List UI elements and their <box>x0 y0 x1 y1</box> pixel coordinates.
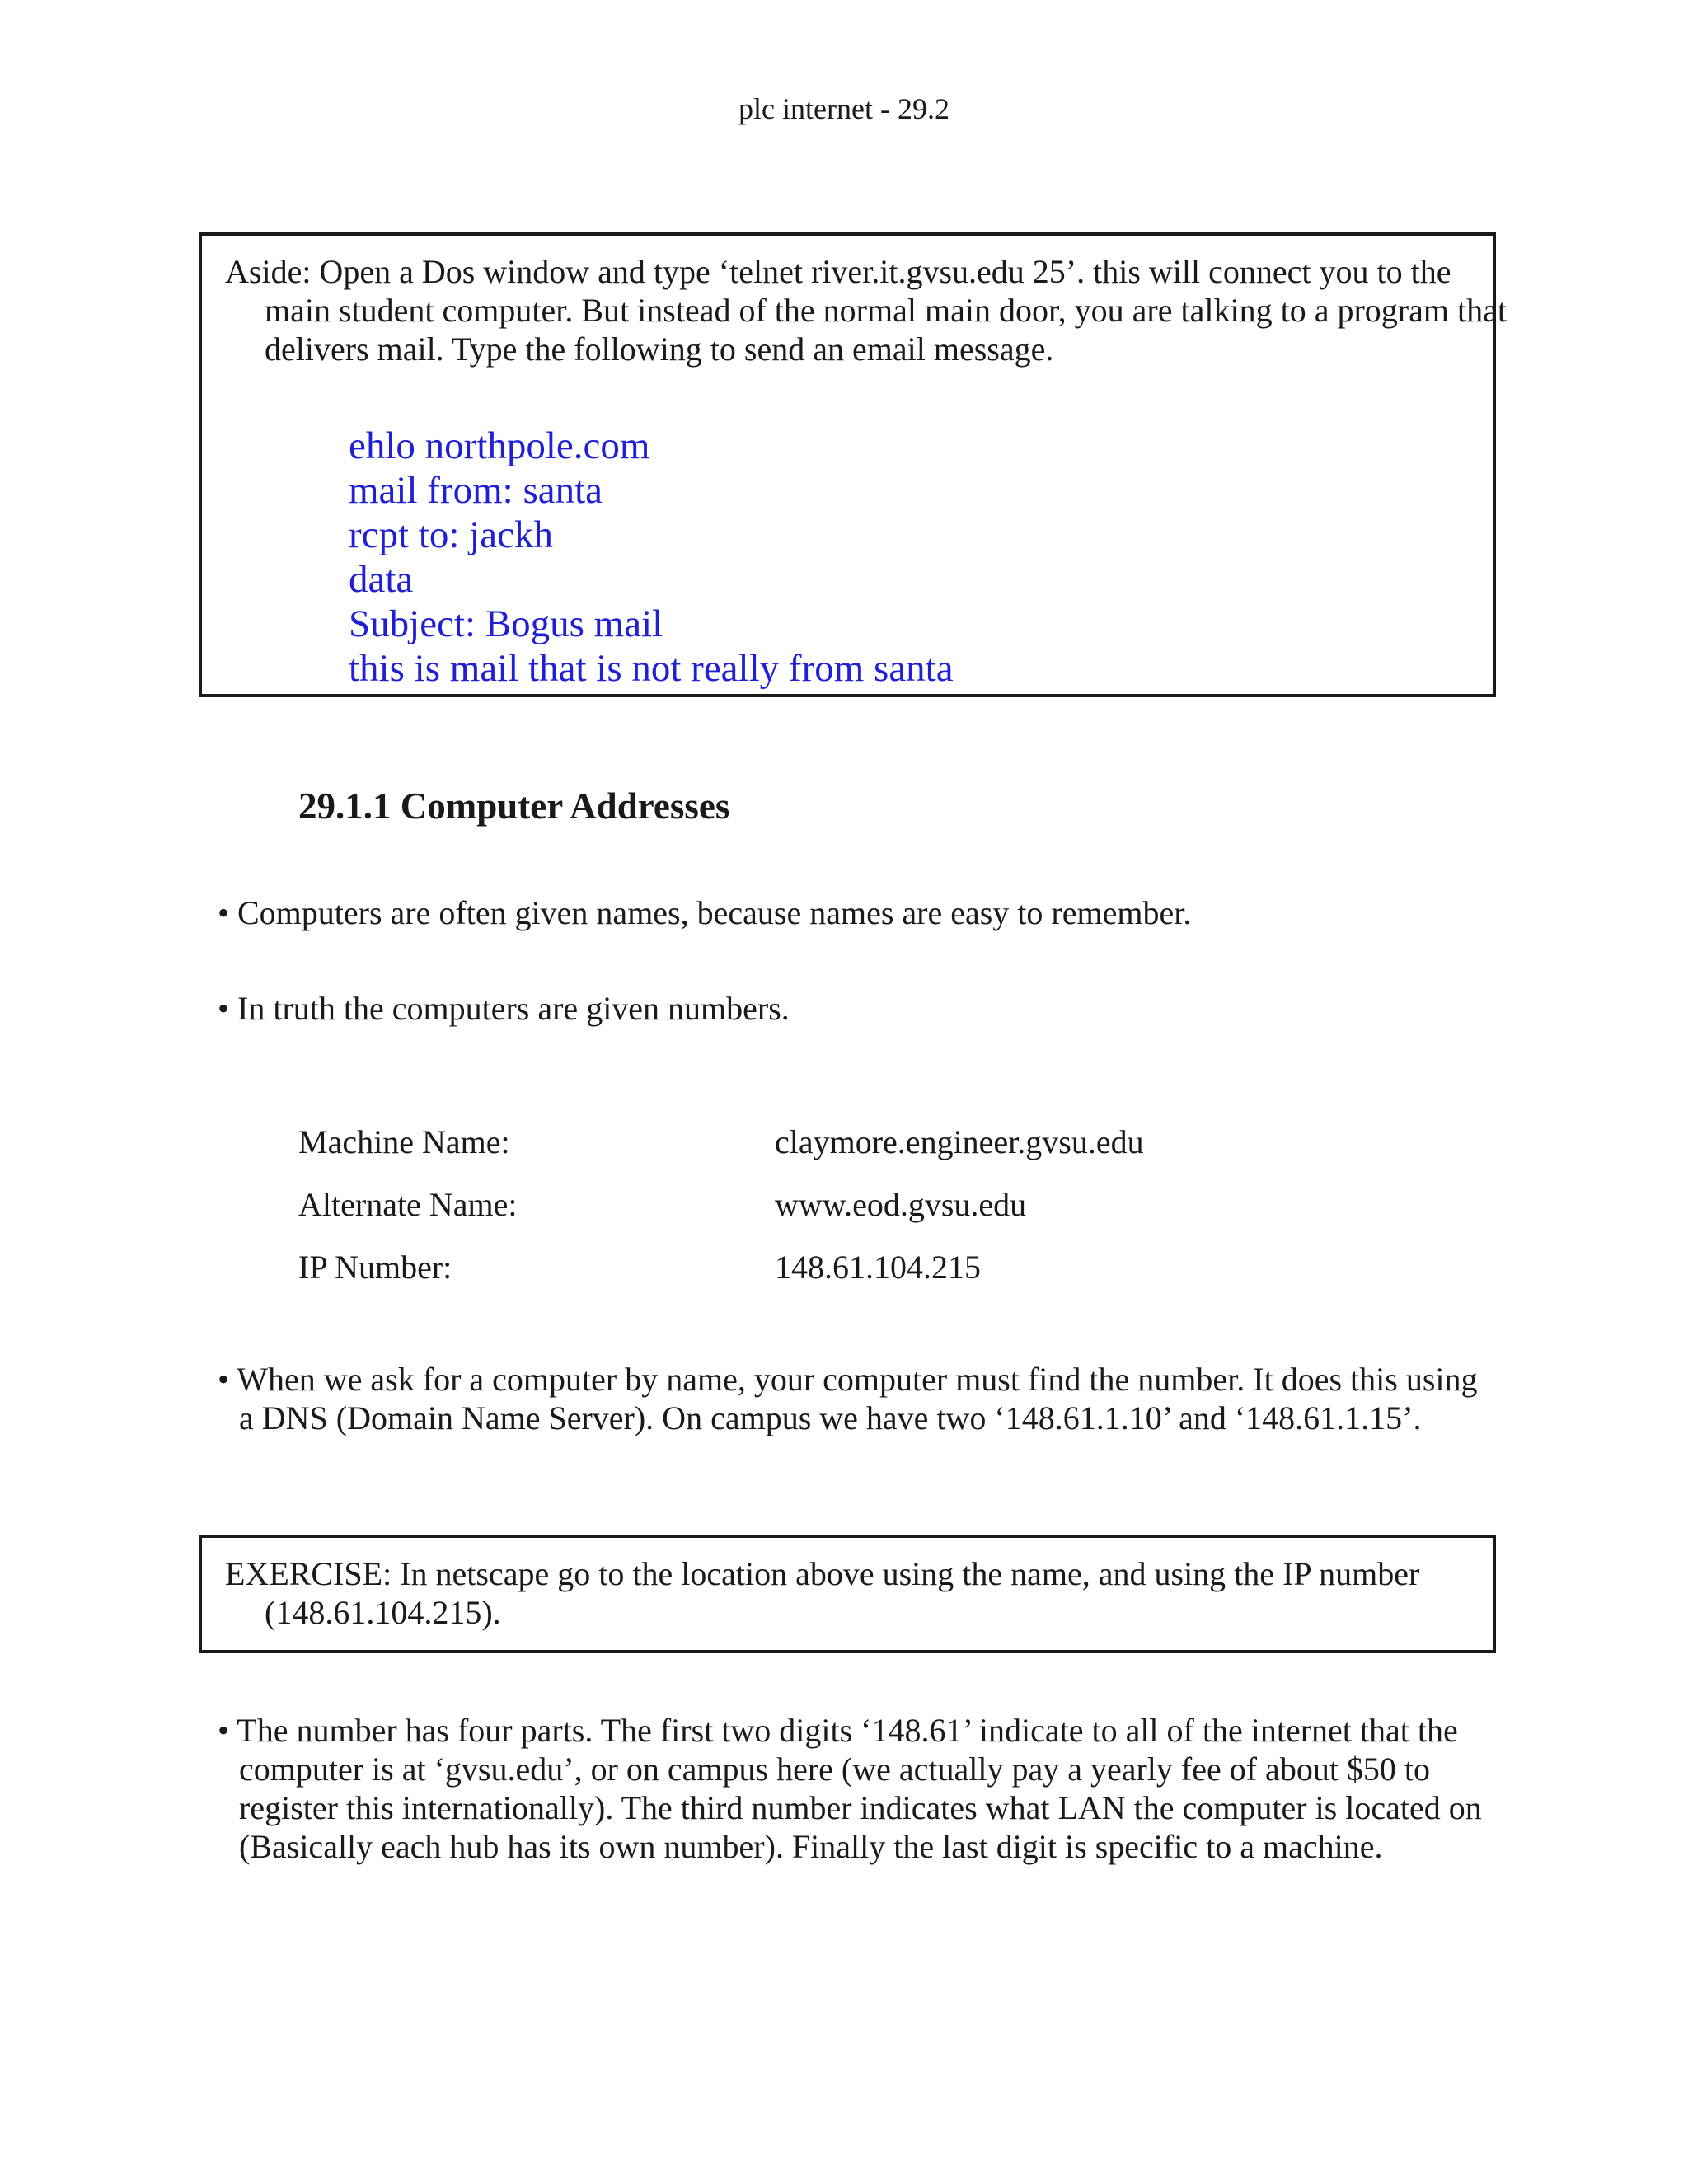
smtp-command-subject: Subject: Bogus mail <box>349 602 663 645</box>
running-header: plc internet - 29.2 <box>738 92 950 125</box>
address-label: Machine Name: <box>298 1123 510 1160</box>
address-label: IP Number: <box>298 1249 452 1286</box>
address-value: www.eod.gvsu.edu <box>775 1186 1027 1223</box>
address-value: 148.61.104.215 <box>775 1249 981 1286</box>
exercise-text: EXERCISE: In netscape go to the location above using the name, and using the IP number (148.61.104.215). <box>225 1555 1420 1631</box>
bullet-paragraph: • Computers are often given names, because names are easy to remember. <box>218 894 1192 931</box>
address-row-ip-number <box>298 1248 1144 1310</box>
smtp-command-body: this is mail that is not really from santa <box>349 647 954 690</box>
aside-text: Aside: Open a Dos window and type ‘telnet river.it.gvsu.edu 25’. this will connect you to the main student computer. But instead of the normal main door, you are talking to a program that delivers mail. Type the following to send an email message. <box>225 253 1507 368</box>
address-value: claymore.engineer.gvsu.edu <box>775 1123 1144 1160</box>
address-label: Alternate Name: <box>298 1186 518 1223</box>
smtp-command-list <box>349 424 954 691</box>
address-row-alternate-name <box>298 1185 1144 1248</box>
aside-box <box>199 232 1507 697</box>
address-table <box>298 1122 1144 1310</box>
address-row-machine-name <box>298 1122 1144 1185</box>
bullet-paragraph: • In truth the computers are given numbers. <box>218 990 790 1027</box>
smtp-command-data: data <box>349 558 414 601</box>
exercise-box <box>199 1535 1496 1653</box>
smtp-command-rcpt-to: rcpt to: jackh <box>349 513 553 556</box>
bullet-paragraph: • When we ask for a computer by name, your computer must find the number. It does this using a DNS (Domain Name Server). On campus we have two ‘148.61.1.10’ and ‘148.61.1.15’. <box>218 1361 1478 1436</box>
smtp-command-mail-from: mail from: santa <box>349 469 603 512</box>
section-heading: 29.1.1 Computer Addresses <box>298 785 730 827</box>
bullet-paragraph: • The number has four parts. The first two digits ‘148.61’ indicate to all of the internet that the computer is at ‘gvsu.edu’, or on campus here (we actually pay a yearly fee of about $50 to register this internationally). The third number indicates what LAN the computer is located on (Basically each hub has its own number). Finally the last digit is specific to a machine. <box>218 1712 1482 1865</box>
smtp-command-ehlo: ehlo northpole.com <box>349 424 650 467</box>
